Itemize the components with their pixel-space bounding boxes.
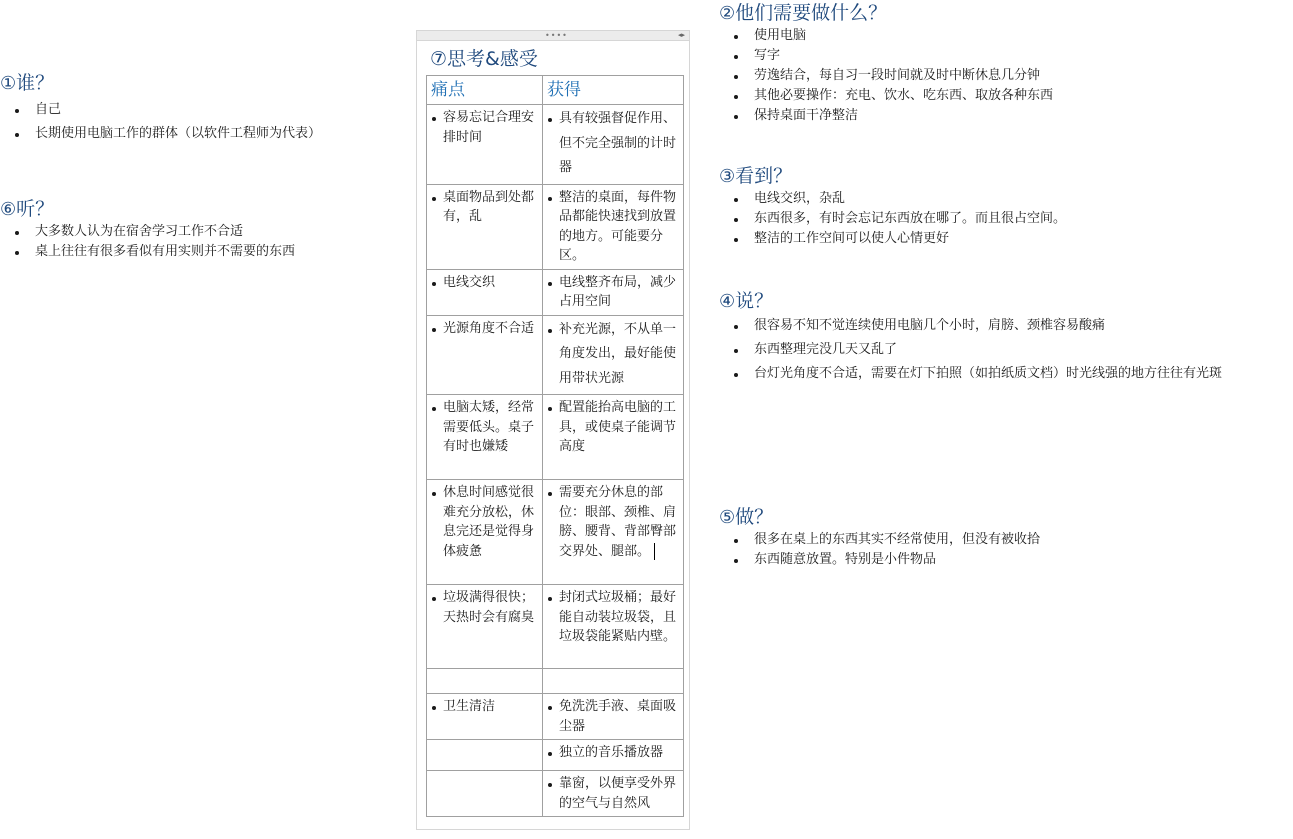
section-act-title: ⑤做？: [719, 506, 774, 528]
pain-gain-table[interactable]: [426, 75, 684, 817]
list-item: 整洁的工作空间可以使人心情更好: [719, 229, 1066, 249]
pain-cell[interactable]: 电脑太矮，经常需要低头。桌子有时也嫌矮: [427, 395, 542, 460]
gain-cell[interactable]: 免洗洗手液、桌面吸尘器: [543, 694, 683, 739]
list-item: 东西整理完没几天又乱了: [719, 338, 1222, 362]
gain-cell-text: 需要充分休息的部位：眼部、颈椎、肩膀、腰背、背部臀部交界处、腿部。: [559, 485, 677, 559]
list-item: 台灯光角度不合适，需要在灯下拍照（如拍纸质文档）时光线强的地方往往有光斑: [719, 362, 1222, 386]
table-row[interactable]: [427, 669, 684, 694]
table-row[interactable]: [427, 740, 684, 771]
table-row[interactable]: [427, 694, 684, 740]
pain-cell[interactable]: 垃圾满得很快；天热时会有腐臭: [427, 585, 542, 630]
section-hear-title: ⑥听？: [0, 198, 55, 220]
list-item: 保持桌面干净整洁: [719, 106, 1053, 126]
list-item: 桌上往往有很多看似有用实则并不需要的东西: [0, 242, 295, 262]
pain-cell[interactable]: [427, 771, 542, 777]
pain-cell[interactable]: 容易忘记合理安排时间: [427, 105, 542, 150]
resize-arrows-icon[interactable]: ◂▸: [677, 31, 685, 39]
list-item: 写字: [719, 46, 1053, 66]
table-row[interactable]: [427, 269, 684, 315]
drag-grip-icon[interactable]: ••••: [545, 31, 568, 40]
section-say-title: ④说？: [719, 290, 774, 312]
gain-column-header: 获得: [543, 76, 684, 105]
text-cursor: [654, 543, 655, 560]
list-item: 很容易不知不觉连续使用电脑几个小时，肩膀、颈椎容易酸痛: [719, 314, 1222, 338]
section-see-list: [719, 189, 1066, 249]
gain-cell[interactable]: 电线整齐布局，减少占用空间: [543, 270, 683, 315]
note-drag-handle[interactable]: [417, 31, 689, 41]
list-item: 东西很多，有时会忘记东西放在哪了。而且很占空间。: [719, 209, 1066, 229]
table-row[interactable]: [427, 585, 684, 669]
pain-cell[interactable]: 光源角度不合适: [427, 316, 542, 342]
table-row[interactable]: [427, 315, 684, 395]
gain-cell[interactable]: 补充光源，不从单一角度发出，最好能使用带状光源: [543, 316, 683, 395]
pain-cell[interactable]: [427, 669, 542, 675]
pain-cell[interactable]: 卫生清洁: [427, 694, 542, 720]
pain-cell[interactable]: [427, 740, 542, 746]
section-do-what-list: [719, 26, 1053, 126]
table-row[interactable]: [427, 105, 684, 185]
list-item: 其他必要操作：充电、饮水、吃东西、取放各种东西: [719, 86, 1053, 106]
section-act-list: [719, 530, 1040, 570]
pain-cell[interactable]: 电线交织: [427, 270, 542, 296]
section-who[interactable]: [0, 71, 321, 146]
gain-cell[interactable]: 配置能抬高电脑的工具，或使桌子能调节高度: [543, 395, 683, 460]
think-feel-note-container[interactable]: [416, 30, 690, 830]
list-item: 使用电脑: [719, 26, 1053, 46]
section-do-what-title: ②他们需要做什么？: [719, 2, 888, 24]
section-hear-list: [0, 222, 295, 262]
list-item: 东西随意放置。特别是小件物品: [719, 550, 1040, 570]
table-row[interactable]: [427, 771, 684, 817]
section-hear[interactable]: [0, 197, 295, 262]
list-item: 长期使用电脑工作的群体（以软件工程师为代表）: [0, 122, 321, 146]
section-who-title: ①谁？: [0, 72, 55, 94]
section-act[interactable]: [719, 505, 1040, 570]
pain-column-header: 痛点: [427, 76, 543, 105]
table-row[interactable]: [427, 480, 684, 585]
list-item: 大多数人认为在宿舍学习工作不合适: [0, 222, 295, 242]
section-say-list: [719, 314, 1222, 386]
pain-cell[interactable]: 休息时间感觉很难充分放松，休息完还是觉得身体疲惫: [427, 480, 542, 564]
list-item: 劳逸结合，每自习一段时间就及时中断休息几分钟: [719, 66, 1053, 86]
section-see[interactable]: [719, 164, 1066, 249]
gain-cell[interactable]: 整洁的桌面，每件物品都能快速找到放置的地方。可能要分区。: [543, 185, 683, 269]
section-do-what[interactable]: [719, 1, 1053, 126]
gain-cell[interactable]: 具有较强督促作用、但不完全强制的计时器: [543, 105, 683, 184]
think-feel-title: ⑦思考&感受: [430, 48, 538, 70]
section-say[interactable]: [719, 289, 1222, 386]
pain-cell[interactable]: 桌面物品到处都有，乱: [427, 185, 542, 230]
section-see-title: ③看到？: [719, 165, 793, 187]
gain-cell[interactable]: [543, 669, 683, 675]
gain-cell[interactable]: 靠窗，以便享受外界的空气与自然风: [543, 771, 683, 816]
list-item: 很多在桌上的东西其实不经常使用，但没有被收拾: [719, 530, 1040, 550]
gain-cell[interactable]: 独立的音乐播放器: [543, 740, 683, 766]
table-row[interactable]: [427, 395, 684, 480]
gain-cell[interactable]: 封闭式垃圾桶；最好能自动装垃圾袋，且垃圾袋能紧贴内壁。: [543, 585, 683, 650]
section-who-list: [0, 98, 321, 146]
table-row[interactable]: [427, 184, 684, 269]
list-item: 自己: [0, 98, 321, 122]
list-item: 电线交织，杂乱: [719, 189, 1066, 209]
gain-cell[interactable]: [543, 480, 683, 564]
